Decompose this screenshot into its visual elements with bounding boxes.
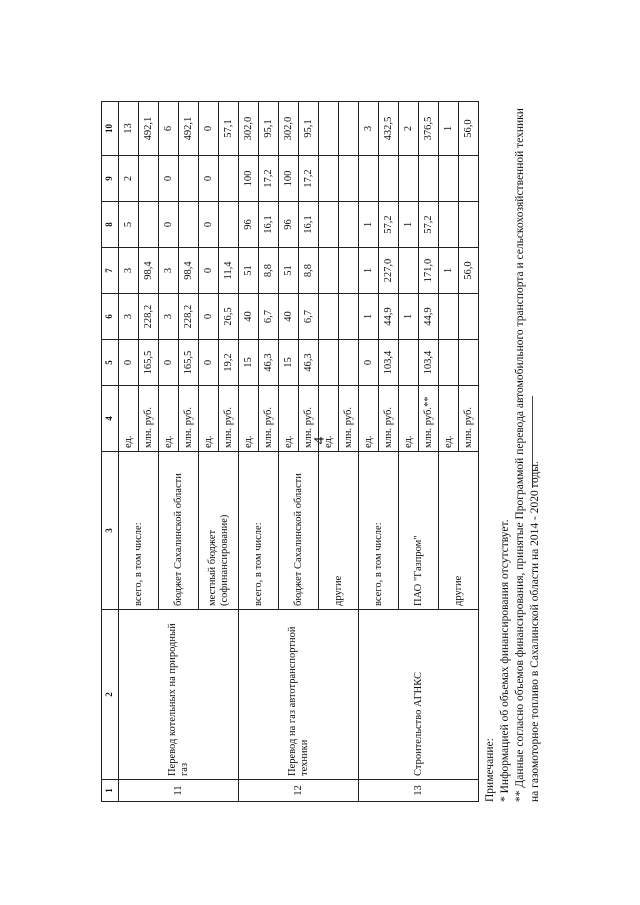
value-cell: 0 (119, 340, 139, 386)
unit-cell: млн. руб. (459, 386, 479, 452)
value-cell: 165,5 (179, 340, 199, 386)
column-header: 1 (102, 780, 119, 802)
value-cell (319, 202, 339, 248)
value-cell: 2 (119, 156, 139, 202)
column-header: 7 (102, 248, 119, 294)
value-cell: 103,4 (379, 340, 399, 386)
value-cell: 1 (359, 202, 379, 248)
value-cell (439, 340, 459, 386)
value-cell: 44,9 (419, 294, 439, 340)
value-cell: 6,7 (299, 294, 319, 340)
column-header: 10 (102, 102, 119, 156)
item-number: 11 (119, 780, 239, 802)
unit-cell: ед. (239, 386, 259, 452)
value-cell: 171,0 (419, 248, 439, 294)
value-cell: 0 (159, 156, 179, 202)
value-cell: 16,1 (299, 202, 319, 248)
value-cell: 6 (159, 102, 179, 156)
value-cell (179, 202, 199, 248)
funding-source: всего, в том числе: (359, 452, 399, 610)
item-name: Перевод на газ автотранспортной техники (239, 610, 359, 780)
column-header: 9 (102, 156, 119, 202)
unit-cell: ед. (159, 386, 179, 452)
value-cell (339, 156, 359, 202)
value-cell (419, 156, 439, 202)
value-cell: 0 (199, 202, 219, 248)
value-cell: 96 (279, 202, 299, 248)
value-cell: 0 (199, 156, 219, 202)
value-cell: 432,5 (379, 102, 399, 156)
funding-source: местный бюджет (софинансирование) (199, 452, 239, 610)
value-cell: 46,3 (299, 340, 319, 386)
funding-source: бюджет Сахалинской области (279, 452, 319, 610)
unit-cell: ед. (439, 386, 459, 452)
value-cell: 40 (279, 294, 299, 340)
value-cell (439, 156, 459, 202)
value-cell (339, 248, 359, 294)
financing-table (101, 101, 479, 802)
unit-cell: ед. (199, 386, 219, 452)
value-cell: 0 (199, 340, 219, 386)
item-name: Перевод котельных на природный газ (119, 610, 239, 780)
value-cell (399, 248, 419, 294)
value-cell: 2 (399, 102, 419, 156)
unit-cell: млн. руб.** (419, 386, 439, 452)
value-cell: 95,1 (259, 102, 279, 156)
value-cell (319, 340, 339, 386)
value-cell: 57,1 (219, 102, 239, 156)
page-number: 4 (311, 436, 328, 445)
value-cell (219, 156, 239, 202)
value-cell: 5 (119, 202, 139, 248)
unit-cell: ед. (359, 386, 379, 452)
value-cell: 3 (119, 248, 139, 294)
table-row (359, 102, 379, 802)
value-cell: 17,2 (259, 156, 279, 202)
unit-cell: ед. (319, 386, 339, 452)
funding-source: другие (319, 452, 359, 610)
value-cell (459, 294, 479, 340)
header-row (102, 102, 119, 802)
funding-source: всего, в том числе: (119, 452, 159, 610)
value-cell: 15 (279, 340, 299, 386)
funding-source: другие (439, 452, 479, 610)
value-cell: 103,4 (419, 340, 439, 386)
value-cell: 3 (119, 294, 139, 340)
value-cell: 1 (399, 202, 419, 248)
value-cell (219, 202, 239, 248)
value-cell (319, 102, 339, 156)
value-cell: 8,8 (299, 248, 319, 294)
value-cell: 1 (439, 102, 459, 156)
item-number: 13 (359, 780, 479, 802)
funding-source: всего, в том числе: (239, 452, 279, 610)
value-cell (319, 294, 339, 340)
value-cell: 6,7 (259, 294, 279, 340)
value-cell (339, 340, 359, 386)
value-cell: 44,9 (379, 294, 399, 340)
value-cell: 1 (359, 294, 379, 340)
value-cell: 100 (279, 156, 299, 202)
notes-block (483, 102, 543, 802)
value-cell (139, 202, 159, 248)
value-cell (319, 156, 339, 202)
unit-cell: млн. руб. (219, 386, 239, 452)
value-cell: 3 (159, 294, 179, 340)
note-item: ** Данные согласно объемов финансирования, принятые Программой перевода автомобильного транспорта и сельскохозяйственной техники на газомоторное топливо в Сахалинской области на 2014 - 2020 годы. (513, 108, 541, 802)
value-cell: 96 (239, 202, 259, 248)
value-cell: 1 (399, 294, 419, 340)
value-cell: 15 (239, 340, 259, 386)
rotated-content (101, 102, 541, 802)
value-cell: 51 (239, 248, 259, 294)
item-name: Строительство АГНКС (359, 610, 479, 780)
unit-cell: млн. руб. (339, 386, 359, 452)
value-cell (399, 340, 419, 386)
value-cell: 19,2 (219, 340, 239, 386)
value-cell: 227,0 (379, 248, 399, 294)
value-cell (459, 202, 479, 248)
value-cell: 0 (359, 340, 379, 386)
value-cell: 1 (439, 248, 459, 294)
unit-cell: млн. руб. (179, 386, 199, 452)
table-row (119, 102, 139, 802)
value-cell (339, 202, 359, 248)
value-cell: 0 (159, 202, 179, 248)
value-cell (139, 156, 159, 202)
value-cell (459, 156, 479, 202)
value-cell (359, 156, 379, 202)
value-cell (459, 340, 479, 386)
value-cell (339, 294, 359, 340)
note-item: * Информацией об объемах финансирования отсутствует. (498, 519, 511, 802)
value-cell: 0 (199, 294, 219, 340)
value-cell: 100 (239, 156, 259, 202)
value-cell (179, 156, 199, 202)
unit-cell: млн. руб. (139, 386, 159, 452)
column-header: 4 (102, 386, 119, 452)
value-cell: 57,2 (419, 202, 439, 248)
value-cell (399, 156, 419, 202)
item-number: 12 (239, 780, 359, 802)
value-cell: 228,2 (179, 294, 199, 340)
column-header: 2 (102, 610, 119, 780)
value-cell: 0 (199, 248, 219, 294)
note-heading: Примечание: (484, 738, 496, 802)
value-cell: 8,8 (259, 248, 279, 294)
value-cell (339, 102, 359, 156)
funding-source: бюджет Сахалинской области (159, 452, 199, 610)
value-cell: 302,0 (279, 102, 299, 156)
value-cell: 26,5 (219, 294, 239, 340)
unit-cell: ед. (119, 386, 139, 452)
unit-cell: млн. руб. (259, 386, 279, 452)
value-cell: 0 (199, 102, 219, 156)
value-cell: 13 (119, 102, 139, 156)
value-cell: 95,1 (299, 102, 319, 156)
value-cell: 302,0 (239, 102, 259, 156)
value-cell: 56,0 (459, 248, 479, 294)
value-cell: 56,0 (459, 102, 479, 156)
unit-cell: ед. (279, 386, 299, 452)
value-cell: 3 (159, 248, 179, 294)
value-cell (319, 248, 339, 294)
value-cell (379, 156, 399, 202)
value-cell: 98,4 (179, 248, 199, 294)
value-cell: 376,5 (419, 102, 439, 156)
value-cell: 1 (359, 248, 379, 294)
column-header: 5 (102, 340, 119, 386)
value-cell: 492,1 (139, 102, 159, 156)
value-cell: 57,2 (379, 202, 399, 248)
value-cell: 11,4 (219, 248, 239, 294)
value-cell: 228,2 (139, 294, 159, 340)
value-cell: 46,3 (259, 340, 279, 386)
value-cell: 16,1 (259, 202, 279, 248)
value-cell: 40 (239, 294, 259, 340)
unit-cell: ед. (399, 386, 419, 452)
funding-source: ПАО "Газпром" (399, 452, 439, 610)
value-cell: 165,5 (139, 340, 159, 386)
value-cell: 0 (159, 340, 179, 386)
unit-cell: млн. руб. (379, 386, 399, 452)
value-cell: 17,2 (299, 156, 319, 202)
value-cell (439, 202, 459, 248)
column-header: 6 (102, 294, 119, 340)
value-cell: 492,1 (179, 102, 199, 156)
value-cell: 98,4 (139, 248, 159, 294)
column-header: 3 (102, 452, 119, 610)
table-row (239, 102, 259, 802)
value-cell (439, 294, 459, 340)
value-cell: 51 (279, 248, 299, 294)
value-cell: 3 (359, 102, 379, 156)
unit-cell: млн. руб. (299, 386, 319, 452)
column-header: 8 (102, 202, 119, 248)
